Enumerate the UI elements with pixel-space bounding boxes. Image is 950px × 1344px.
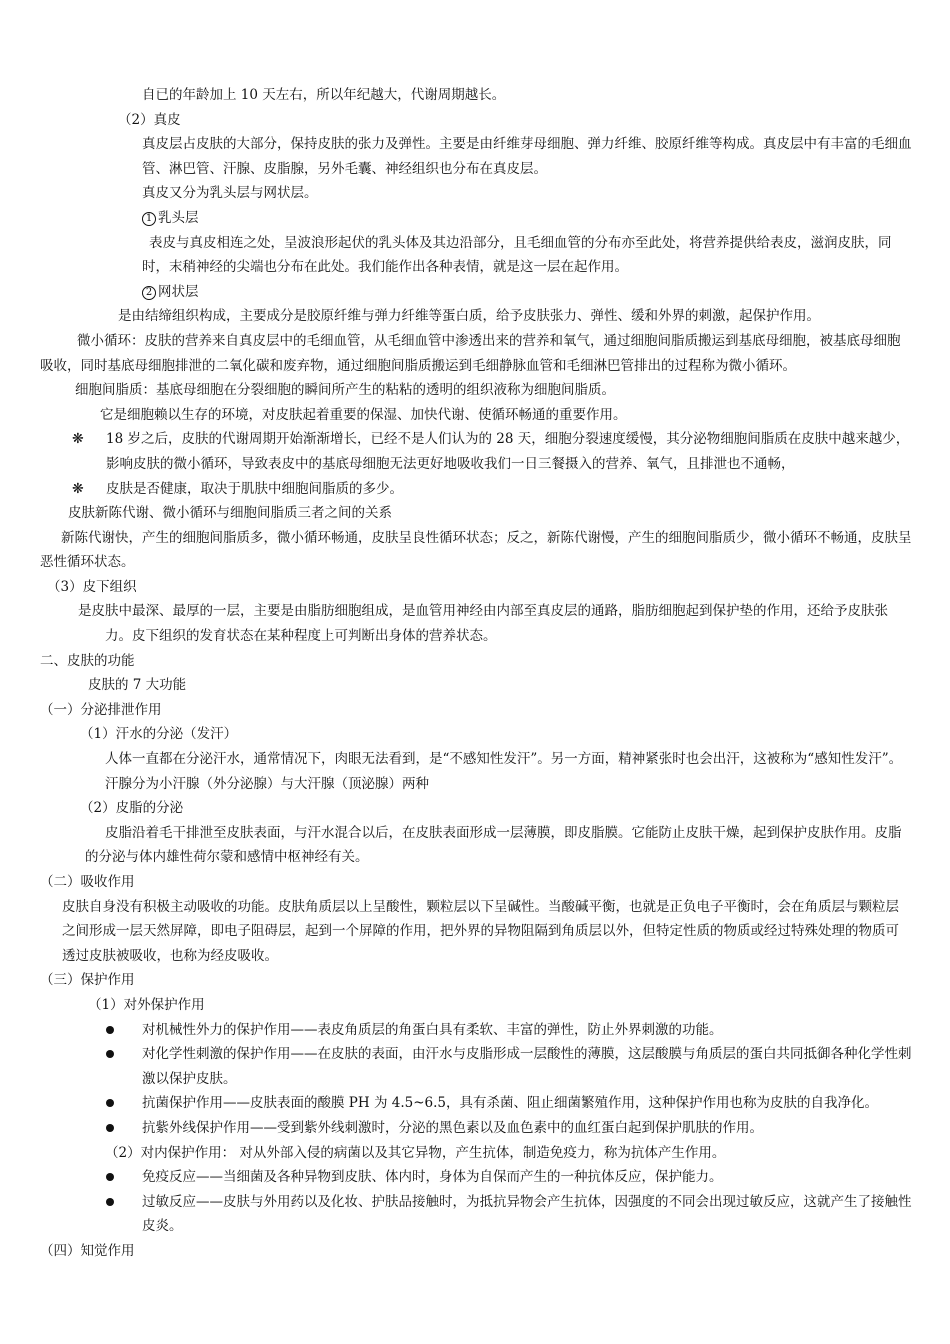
- text-line: 真皮又分为乳头层与网状层。: [142, 185, 318, 202]
- star-item-text: 皮肤是否健康，取决于肌肤中细胞间脂质的多少。: [106, 480, 403, 497]
- subheading-external-protection: （1）对外保护作用: [88, 996, 205, 1013]
- bullet-text: 抗紫外线保护作用——受到紫外线刺激时，分泌的黑色素以及血色素中的血红蛋白起到保护肌肤的作用。: [142, 1119, 763, 1136]
- section-heading-dermis: （2）真皮: [118, 111, 181, 128]
- bullet-dot-icon: [106, 1050, 114, 1058]
- bullet-text: 对化学性刺激的保护作用——在皮肤的表面，由汗水与皮脂形成一层酸性的薄膜，这层酸膜与角质层的蛋白共同抵御各种化学性刺激以保护皮肤。: [142, 1046, 912, 1087]
- circled-number-two: 2: [142, 286, 156, 300]
- section-heading-secretion: （一）分泌排泄作用: [40, 701, 162, 718]
- subheading-sebum: （2）皮脂的分泌: [80, 800, 184, 817]
- star-item: [72, 477, 912, 502]
- paragraph-microcirculation: 微小循环：皮肤的营养来自真皮层中的毛细血管，从毛细血管中渗透出来的营养和氧气，通过细胞间脂质搬运到基底母细胞，被基底母细胞吸收，同时基底母细胞排泄的二氧化碳和废弃物，通过细胞间脂质搬运到毛细静脉血管和毛细淋巴管排出的过程称为微小循环。: [40, 332, 901, 374]
- subheading-relationship: 皮肤新陈代谢、微小循环与细胞间脂质三者之间的关系: [68, 505, 392, 522]
- paragraph-sebum: 皮脂沿着毛干排泄至皮肤表面，与汗水混合以后，在皮肤表面形成一层薄膜，即皮脂膜。它能防止皮肤干燥，起到保护皮肤作用。皮脂的分泌与体内雄性荷尔蒙和感情中枢神经有关。: [85, 824, 902, 866]
- section-heading-perception: （四）知觉作用: [40, 1242, 135, 1259]
- section-heading-protection: （三）保护作用: [40, 972, 135, 989]
- bullet-dot-icon: [106, 1099, 114, 1107]
- circled-number-one: 1: [142, 212, 156, 226]
- paragraph-reticular-layer: 是由结缔组织构成，主要成分是胶原纤维与弹力纤维等蛋白质，给予皮肤张力、弹性、缓和外界的刺激，起保护作用。: [118, 308, 820, 325]
- bullet-item: [106, 1091, 912, 1116]
- bullet-item: [106, 1018, 912, 1043]
- bullet-dot-icon: [106, 1026, 114, 1034]
- paragraph-subcutaneous: 是皮肤中最深、最厚的一层，主要是由脂肪细胞组成，是血管用神经由内部至真皮层的通路，脂肪细胞起到保护垫的作用，还给予皮肤张力。皮下组织的发育状态在某种程度上可判断出身体的营养状态。: [78, 603, 888, 645]
- document-page: [0, 83, 950, 1264]
- star-item-text: 18 岁之后，皮肤的代谢周期开始渐渐增长，已经不是人们认为的 28 天，细胞分裂速度缓慢，其分泌物细胞间脂质在皮肤中越来越少，影响皮肤的微小循环，导致表皮中的基底母细胞无法更好地吸收我们一日三餐摄入的营养、氧气，且排泄也不通畅，: [106, 431, 910, 472]
- paragraph-papillary-layer: 表皮与真皮相连之处，呈波浪形起伏的乳头体及其边沿部分，且毛细血管的分布亦至此处，将营养提供给表皮，滋润皮肤，同时，末稍神经的尖端也分布在此处。我们能作出各种表情，就是这一层在起作用。: [142, 234, 892, 276]
- subheading-sweat: （1）汗水的分泌（发汗）: [80, 726, 238, 743]
- subheading-label: 乳头层: [158, 209, 199, 226]
- text-line: 它是细胞赖以生存的环境，对皮肤起着重要的保湿、加快代谢、使循环畅通的重要作用。: [100, 406, 627, 423]
- bullet-item: [106, 1190, 912, 1239]
- bullet-dot-icon: [106, 1124, 114, 1132]
- subheading-label: 网状层: [158, 283, 199, 300]
- subheading-reticular-layer: [142, 280, 950, 305]
- text-line: 自已的年龄加上 10 天左右，所以年纪越大，代谢周期越长。: [142, 87, 506, 103]
- bullet-text: 免疫反应——当细菌及各种异物到皮肤、体内时，身体为自保而产生的一种抗体反应，保护能力。: [142, 1169, 723, 1186]
- chapter-heading-skin-functions: 二、皮肤的功能: [40, 652, 135, 669]
- bullet-item: [106, 1042, 912, 1091]
- subheading-internal-protection: （2）对内保护作用： 对从外部入侵的病菌以及其它异物，产生抗体，制造免疫力，称为抗体产生作用。: [105, 1144, 726, 1161]
- star-bullet-icon: ❋: [72, 480, 84, 497]
- bullet-text: 对机械性外力的保护作用——表皮角质层的角蛋白具有柔软、丰富的弹性，防止外界刺激的功能。: [142, 1021, 723, 1038]
- paragraph-relationship: 新陈代谢快，产生的细胞间脂质多，微小循环畅通，皮肤呈良性循环状态；反之，新陈代谢慢，产生的细胞间脂质少，微小循环不畅通，皮肤呈恶性循环状态。: [40, 529, 912, 571]
- bullet-item: [106, 1116, 912, 1141]
- star-bullet-icon: ❋: [72, 431, 84, 448]
- section-heading-subcutaneous: （3）皮下组织: [47, 578, 137, 595]
- star-item: [72, 427, 912, 476]
- subheading-seven-functions: 皮肤的 7 大功能: [88, 677, 187, 694]
- paragraph-dermis: 真皮层占皮肤的大部分，保持皮肤的张力及弹性。主要是由纤维芽母细胞、弹力纤维、胶原纤维等构成。真皮层中有丰富的毛细血管、淋巴管、汗腺、皮脂腺，另外毛囊、神经组织也分布在真皮层。: [142, 136, 912, 177]
- paragraph-intercellular-lipid: 细胞间脂质：基底母细胞在分裂细胞的瞬间所产生的粘粘的透明的组织液称为细胞间脂质。: [75, 382, 615, 399]
- bullet-item: [106, 1165, 912, 1190]
- section-heading-absorption: （二）吸收作用: [40, 874, 135, 890]
- bullet-text: 过敏反应——皮肤与外用药以及化妆、护肤品接触时，为抵抗异物会产生抗体，因强度的不同会出现过敏反应，这就产生了接触性皮炎。: [142, 1193, 912, 1235]
- bullet-dot-icon: [106, 1198, 114, 1206]
- bullet-dot-icon: [106, 1173, 114, 1181]
- subheading-papillary-layer: [142, 206, 950, 231]
- paragraph-sweat: 人体一直都在分泌汗水，通常情况下，肉眼无法看到，是“不感知性发汗”。另一方面，精神紧张时也会出汗，这被称为“感知性发汗”。: [105, 751, 903, 768]
- paragraph-absorption: 皮肤自身没有积极主动吸收的功能。皮肤角质层以上呈酸性，颗粒层以下呈碱性。当酸碱平衡，也就是正负电子平衡时，会在角质层与颗粒层之间形成一层天然屏障，即电子阻碍层，起到一个屏障的作用，把外界的异物阻隔到角质层以外，但特定性质的物质或经过特殊处理的物质可透过皮肤被吸收，也称为经皮吸收。: [62, 898, 899, 964]
- bullet-text: 抗菌保护作用——皮肤表面的酸膜 PH 为 4.5~6.5，具有杀菌、阻止细菌繁殖作用，这种保护作用也称为皮肤的自我净化。: [142, 1095, 878, 1112]
- text-line: 汗腺分为小汗腺（外分泌腺）与大汗腺（顶泌腺）两种: [105, 775, 429, 792]
